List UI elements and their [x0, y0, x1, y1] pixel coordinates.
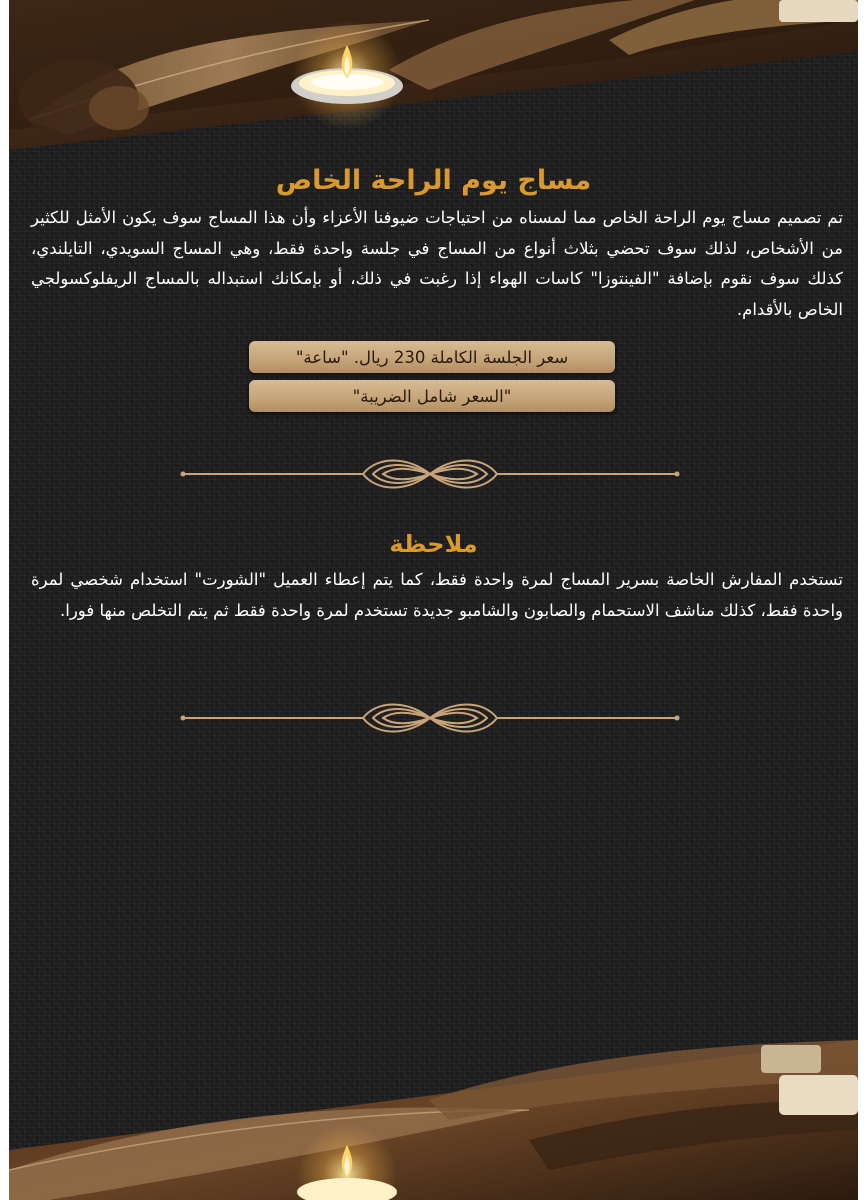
price-badge: سعر الجلسة الكاملة 230 ريال. "ساعة" — [249, 341, 615, 373]
decorative-divider-icon — [177, 696, 683, 740]
spa-banner-bottom — [9, 1040, 858, 1200]
spa-banner-top — [9, 0, 858, 160]
page — [9, 0, 858, 1200]
note-title: ملاحظة — [389, 530, 478, 558]
decorative-divider-icon — [177, 452, 683, 496]
note-paragraph: تستخدم المفارش الخاصة بسرير المساج لمرة واحدة فقط، كما يتم إعطاء العميل "الشورت" استخدام شخصي لمرة واحدة فقط، كذلك مناشف الاستحمام والصابون والشامبو جديدة تستخدم لمرة واحدة فقط ثم يتم التخلص منها فورا. — [31, 570, 843, 620]
tax-badge: "السعر شامل الضريبة" — [249, 380, 615, 412]
description-paragraph: تم تصميم مساج يوم الراحة الخاص مما لمسناه من احتياجات ضيوفنا الأعزاء وأن هذا المساج سوف يكون الأمثل للكثير من الأشخاص، لذلك سوف تحضي بثلاث أنواع من المساج في جلسة واحدة فقط، وهي المساج السويدي، التايلندي، كذلك سوف نقوم بإضافة "الفينتوزا" كاسات الهواء إذا رغبت في ذلك، أو بإمكانك استبداله بالمساج الريفلوكسولجي الخاص بالأقدام. — [31, 208, 843, 319]
page-title: مساج يوم الراحة الخاص — [275, 165, 592, 196]
